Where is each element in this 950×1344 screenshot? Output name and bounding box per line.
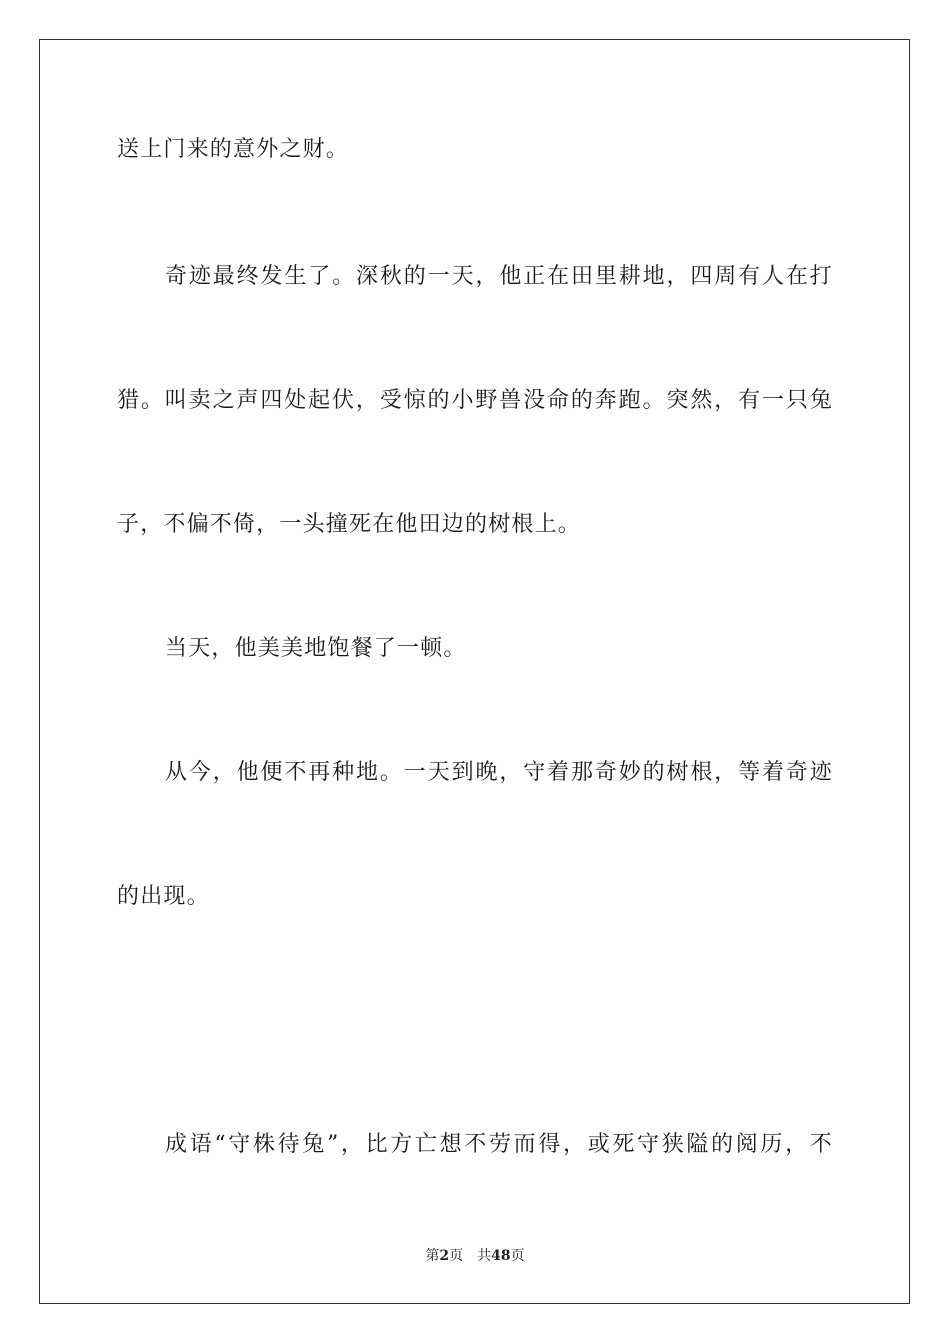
paragraph-line-3: 猎。叫卖之声四处起伏，受惊的小野兽没命的奔跑。突然，有一只兔: [117, 388, 833, 413]
text-line-1: 送上门来的意外之财。: [117, 137, 350, 162]
page-footer: [0, 1246, 950, 1266]
footer-page-suffix: 页: [449, 1248, 464, 1264]
footer-total-suffix: 页: [510, 1248, 525, 1264]
paragraph-line-7: 的出现。: [117, 884, 210, 909]
paragraph-line-2: 奇迹最终发生了。深秋的一天，他正在田里耕地，四周有人在打: [165, 264, 833, 289]
paragraph-line-5: 当天，他美美地饱餐了一顿。: [165, 636, 467, 661]
footer-page-prefix: 第: [425, 1248, 440, 1264]
footer-page-number: 2: [439, 1248, 450, 1264]
footer-total-prefix: 共: [477, 1248, 492, 1264]
paragraph-line-4: 子，不偏不倚，一头撞死在他田边的树根上。: [117, 512, 582, 537]
paragraph-line-8: 成语“守株待兔”，比方亡想不劳而得，或死守狭隘的阅历，不: [165, 1132, 833, 1157]
page-border: [39, 39, 910, 1304]
footer-total-pages: 48: [491, 1248, 511, 1264]
paragraph-line-6: 从今，他便不再种地。一天到晚，守着那奇妙的树根，等着奇迹: [165, 760, 833, 785]
